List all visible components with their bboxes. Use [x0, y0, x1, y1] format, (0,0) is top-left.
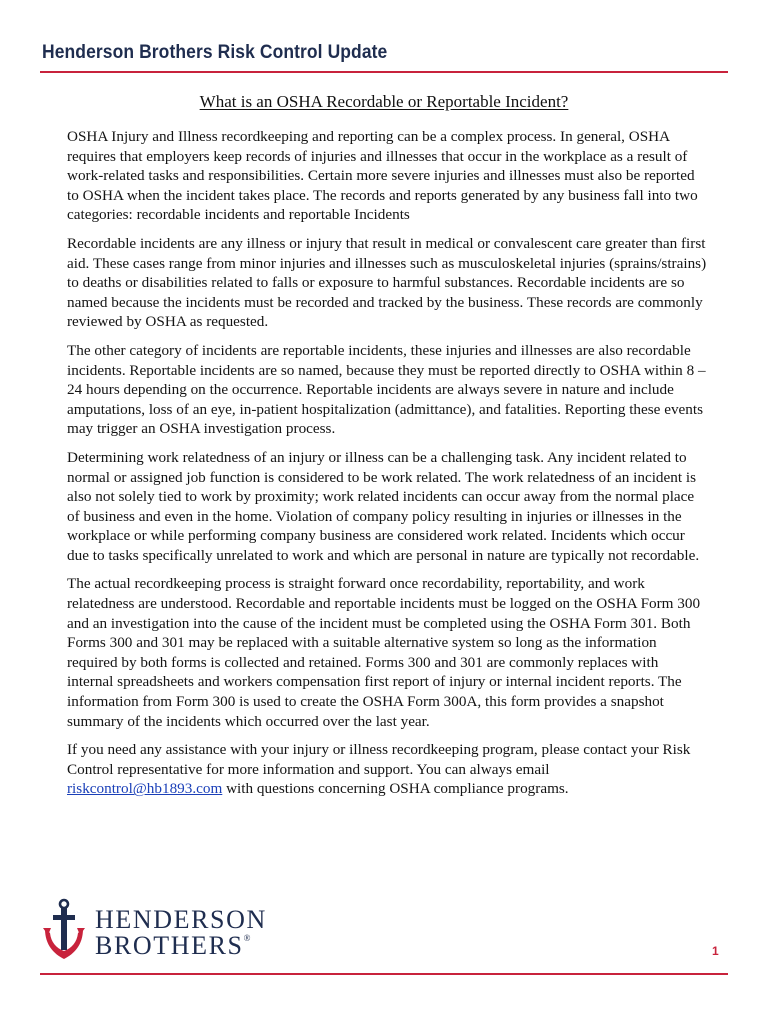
logo-wordmark-line2: [95, 931, 250, 961]
header-title: Henderson Brothers Risk Control Update: [42, 42, 388, 63]
henderson-brothers-logo: [42, 898, 292, 962]
registered-mark: ®: [243, 933, 251, 943]
paragraph-recordable: Recordable incidents are any illness or injury that result in medical or convalescent care greater than first aid. These cases range from minor injuries and illnesses such as musculoskeletal injuries (sprains/strains) to deaths or disabilities related to falls or exposure to harmful substances. Recordable incidents are so named because the incidents must be recorded and tracked by the business. These records are commonly reviewed by OSHA as requested.: [67, 234, 707, 331]
logo-wordmark-line1: HENDERSON: [95, 905, 267, 934]
page-number: 1: [712, 944, 719, 958]
paragraph-work-relatedness: Determining work relatedness of an injury or illness can be a challenging task. Any incident related to normal or assigned job function is considered to be work related. The work relatedness of an incident is also not solely tied to work by proximity; work related incidents can occur away from the normal place of business and even in the home. Violation of company policy resulting in injuries or illnesses in the workplace or while performing company business are considered work related. Incidents which occur due to tasks specifically unrelated to work and which are personal in nature are typically not recordable.: [67, 448, 700, 564]
paragraph-closing: [67, 740, 707, 799]
paragraph-intro: OSHA Injury and Illness recordkeeping and reporting can be a complex process. In general, OSHA requires that employers keep records of injuries and illnesses that occur in the workplace as a result of work-related tasks and responsibilities. Certain more severe injuries and illnesses must also be reported to OSHA when the incident takes place. The records and reports generated by any business fall into two categories: recordable incidents and reportable Incidents: [67, 128, 698, 224]
email-link[interactable]: riskcontrol@hb1893.com: [67, 780, 223, 798]
header-divider: [40, 71, 728, 73]
paragraph-reportable: The other category of incidents are reportable incidents, these injuries and illnesses are also recordable incidents. Reportable incidents are so named, because they must be reported directly to OSHA within 8 – 24 hours depending on the occurrence. Reportable incidents are always severe in nature and include amputations, loss of an eye, in-patient hospitalization (admittance), and fatalities. Reporting these events may trigger an OSHA investigation process.: [67, 341, 706, 438]
closing-text-before-link: If you need any assistance with your injury or illness recordkeeping program, please contact your Risk Control representative for more information and support. You can always email: [67, 741, 691, 778]
footer-divider: [40, 973, 728, 975]
logo-wordmark-line2-text: BROTHERS: [95, 931, 244, 960]
anchor-cross-icon: [42, 898, 86, 962]
article-body: [67, 127, 707, 808]
paragraph-recordkeeping-process: The actual recordkeeping process is straight forward once recordability, reportability, and work relatedness are understood. Recordable and reportable incidents must be logged on the OSHA Form 300 and an investigation into the cause of the incident must be completed using the OSHA Form 301. Both Forms 300 and 301 may be replaced with a suitable alternative system so long as the information required by both forms is collected and retained. Forms 300 and 301 are commonly replaces with internal spreadsheets and workers compensation first report of injury or internal incident reports. The information from Form 300 is used to create the OSHA Form 300A, this form provides a snapshot summary of the incidents which occurred over the last year.: [67, 575, 701, 730]
article-title: What is an OSHA Recordable or Reportable Incident?: [199, 92, 569, 111]
closing-text-after-link: with questions concerning OSHA compliance programs.: [222, 780, 569, 798]
